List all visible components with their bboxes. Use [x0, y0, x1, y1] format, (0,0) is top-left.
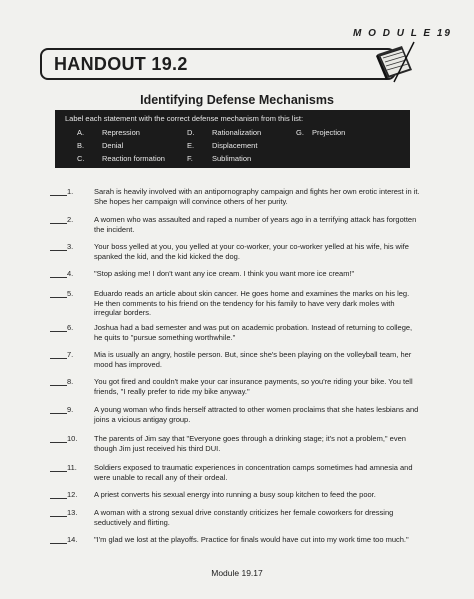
mechanism-name: Denial: [102, 141, 124, 150]
mechanism-name: Displacement: [212, 141, 258, 150]
mechanism-name: Reaction formation: [102, 154, 165, 163]
question-number: 1.: [67, 187, 74, 196]
mechanism-letter: C.: [77, 154, 85, 163]
question-number: 2.: [67, 215, 74, 224]
mechanism-name: Repression: [102, 128, 140, 137]
mechanism-name: Rationalization: [212, 128, 262, 137]
question-text: You got fired and couldn't make your car insurance payments, so you're riding your bike. You tell friends, "I really prefer to ride my bike anyway.": [94, 377, 413, 396]
mechanism-letter: E.: [187, 141, 195, 150]
question-number: 12.: [67, 490, 78, 499]
book-icon: [372, 40, 416, 84]
question-text: A priest converts his sexual energy into running a busy soup kitchen to feed the poor.: [94, 490, 376, 499]
question-number: 5.: [67, 289, 74, 298]
question-number: 13.: [67, 508, 78, 517]
answer-blank[interactable]: [50, 434, 67, 443]
question-number: 10.: [67, 434, 78, 443]
answer-blank[interactable]: [50, 535, 67, 544]
defense-mechanism-list: [55, 110, 410, 168]
answer-blank[interactable]: [50, 463, 67, 472]
question-text: A woman with a strong sexual drive constantly criticizes her female coworkers for dressing seductively and flirting.: [94, 508, 394, 527]
question-text: "Stop asking me! I don't want any ice cream. I think you want more ice cream!": [94, 269, 355, 278]
mechanism-letter: F.: [187, 154, 193, 163]
answer-blank[interactable]: [50, 323, 67, 332]
question-number: 9.: [67, 405, 74, 414]
mechanism-name: Sublimation: [212, 154, 252, 163]
list-instruction: Label each statement with the correct defense mechanism from this list:: [65, 114, 304, 123]
answer-blank[interactable]: [50, 350, 67, 359]
question-text: The parents of Jim say that "Everyone goes through a drinking stage; it's not a problem," even though Jim just received his third DUI.: [94, 434, 406, 453]
mechanism-letter: A.: [77, 128, 85, 137]
question-number: 3.: [67, 242, 74, 251]
question-number: 6.: [67, 323, 74, 332]
question-number: 11.: [67, 463, 77, 472]
question-number: 8.: [67, 377, 74, 386]
question-number: 4.: [67, 269, 74, 278]
answer-blank[interactable]: [50, 289, 67, 298]
mechanism-letter: D.: [187, 128, 195, 137]
mechanism-name: Projection: [312, 128, 346, 137]
handout-title: HANDOUT 19.2: [54, 54, 188, 74]
answer-blank[interactable]: [50, 242, 67, 251]
question-text: A young woman who finds herself attracted to other women proclaims that she hates lesbians and joins a vicious antigay group.: [94, 405, 419, 424]
page-footer: Module 19.17: [211, 568, 263, 578]
question-number: 14.: [67, 535, 78, 544]
question-text: "I'm glad we lost at the playoffs. Practice for finals would have cut into my work time too much.": [94, 535, 409, 544]
module-label: M O D U L E 19: [353, 28, 452, 39]
question-text: Soldiers exposed to traumatic experiences in concentration camps sometimes had amnesia and were unable to recall any of their ordeal.: [94, 463, 413, 482]
question-text: Mia is usually an angry, hostile person. But, since she's been playing on the volleyball team, her mood has improved.: [94, 350, 412, 369]
answer-blank[interactable]: [50, 405, 67, 414]
answer-blank[interactable]: [50, 215, 67, 224]
handout-title-box: [40, 48, 396, 80]
answer-blank[interactable]: [50, 377, 67, 386]
question-text: Joshua had a bad semester and was put on academic probation. Instead of returning to college, he quits to "pursue something worthwhile.": [94, 323, 413, 342]
mechanism-letter: G.: [296, 128, 304, 137]
question-text: A women who was assaulted and raped a number of years ago in a terrifying attack has forgotten the incident.: [94, 215, 417, 234]
answer-blank[interactable]: [50, 187, 67, 196]
answer-blank[interactable]: [50, 269, 67, 278]
mechanism-letter: B.: [77, 141, 85, 150]
answer-blank[interactable]: [50, 508, 67, 517]
question-number: 7.: [67, 350, 74, 359]
answer-blank[interactable]: [50, 490, 67, 499]
question-text: Your boss yelled at you, you yelled at your co-worker, your co-worker yelled at his wife, his wife spanked the kid, and the kid kicked the dog.: [94, 242, 409, 261]
question-text: Sarah is heavily involved with an antipornography campaign and fights her own erotic interest in it. She hopes her campaign will convince others of her purity.: [94, 187, 420, 206]
handout-subtitle: Identifying Defense Mechanisms: [140, 93, 334, 107]
question-text: Eduardo reads an article about skin cancer. He goes home and examines the marks on his leg. He then comments to his friend on the tendency for his family to have very dark moles with irregular borders.: [94, 289, 410, 317]
